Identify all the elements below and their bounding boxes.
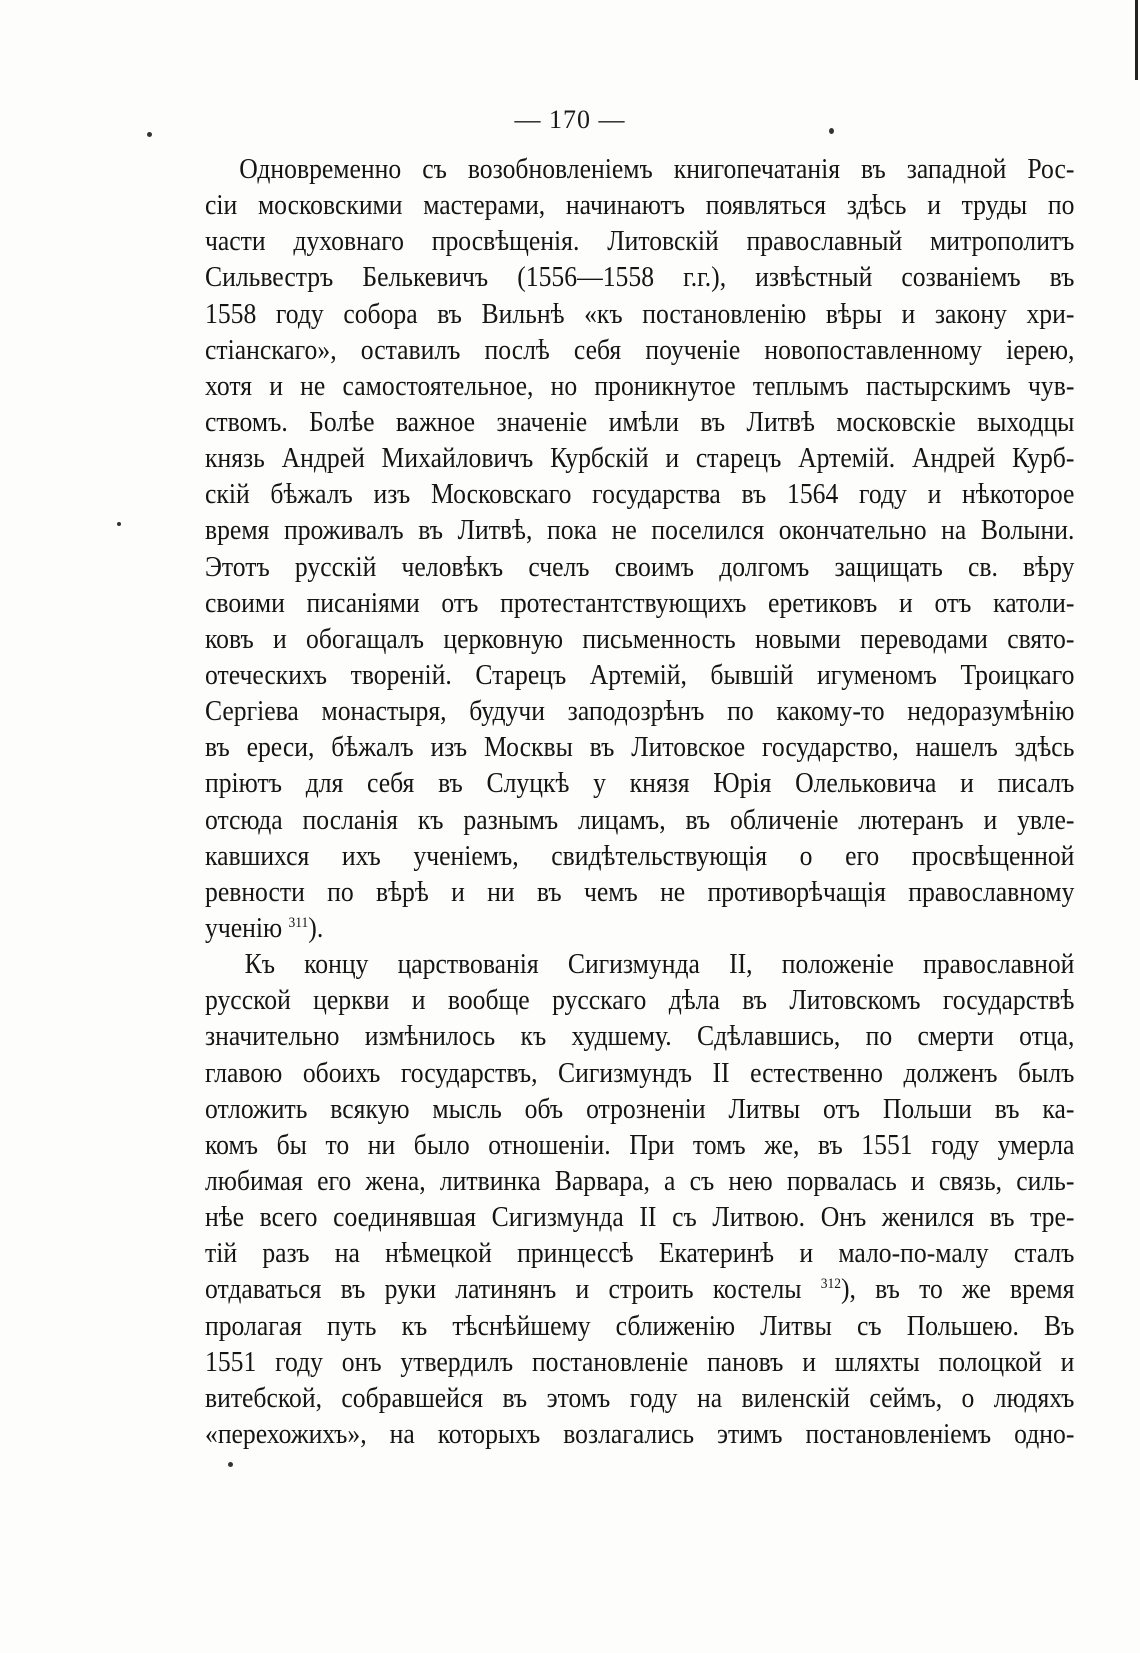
footnote-marker: 312 <box>820 1276 841 1293</box>
text-line: Одновременно съ возобновленіемъ книгопечатанія въ западной Рос- <box>239 154 1075 185</box>
text-line: тій разъ на нѣмецкой принцессѣ Екатеринѣ и мало-по-малу сталъ <box>205 1238 1075 1270</box>
body-text <box>205 152 1075 1453</box>
text-line: главою обоихъ государствъ, Сигизмундъ II естественно долженъ былъ <box>205 1057 1075 1089</box>
text-line: стіанскаго», оставилъ послѣ себя поученіе новопоставленному іерею, <box>205 334 1075 366</box>
page-number: — 170 — <box>514 105 626 134</box>
text-line: 1551 году онъ утвердилъ постановленіе пановъ и шляхты полоцкой и <box>205 1346 1075 1378</box>
text-line: кавшихся ихъ ученіемъ, свидѣтельствующія о его просвѣщенной <box>205 840 1075 872</box>
text-line: Сильвестръ Белькевичъ (1556—1558 г.г.), извѣстный созваніемъ въ <box>205 262 1075 294</box>
text-line: ревности по вѣрѣ и ни въ чемъ не противорѣчащія православному <box>205 876 1075 908</box>
text-line: отеческихъ твореній. Старецъ Артемій, бывшій игуменомъ Троицкаго <box>205 659 1075 691</box>
text-line: Сергіева монастыря, будучи заподозрѣнъ по какому-то недоразумѣнію <box>205 696 1075 728</box>
text-line: хотя и не самостоятельное, но проникнутое теплымъ пастырскимъ чув- <box>205 370 1075 402</box>
text-line: комъ бы то ни было отношеніи. При томъ же, въ 1551 году умерла <box>205 1129 1075 1161</box>
text-line: своими писаніями отъ протестантствующихъ еретиковъ и отъ католи- <box>205 587 1075 619</box>
text-line <box>205 1272 1074 1308</box>
text-line: время проживалъ въ Литвѣ, пока не поселился окончательно на Волыни. <box>205 515 1075 547</box>
text-line: скій бѣжалъ изъ Московскаго государства въ 1564 году и нѣкоторое <box>205 479 1075 511</box>
text-line: пріютъ для себя въ Слуцкѣ у князя Юрія Олельковича и писалъ <box>205 768 1075 800</box>
footnote-marker: 311 <box>288 914 309 931</box>
text-fragment: отдаваться въ руки латинянъ и строить костелы <box>205 1274 802 1306</box>
print-speck <box>117 522 121 526</box>
text-fragment: ученію <box>205 912 283 944</box>
text-line: въ ереси, бѣжалъ изъ Москвы въ Литовское государство, нашелъ здѣсь <box>205 732 1075 764</box>
text-line: отсюда посланія къ разнымъ лицамъ, въ обличеніе лютеранъ и увле- <box>205 804 1075 836</box>
text-line: ствомъ. Болѣе важное значеніе имѣли въ Литвѣ московскіе выходцы <box>205 406 1075 438</box>
text-line: отложить всякую мысль объ отрозненіи Литвы отъ Польши въ ка- <box>205 1093 1075 1125</box>
text-line: Этотъ русскій человѣкъ счелъ своимъ долгомъ защищать св. вѣру <box>205 551 1075 583</box>
text-line: части духовнаго просвѣщенія. Литовскій православный митрополитъ <box>205 226 1075 258</box>
text-fragment: ). <box>308 912 324 944</box>
text-line: русской церкви и вообще русскаго дѣла въ Литовскомъ государствѣ <box>205 985 1075 1017</box>
page-edge-rule <box>1135 0 1138 80</box>
text-line: сіи московскими мастерами, начинаютъ появляться здѣсь и труды по <box>205 190 1075 222</box>
text-line: ковъ и обогащалъ церковную письменность новыми переводами свято- <box>205 623 1075 655</box>
text-line: витебской, собравшейся въ этомъ году на виленскій сеймъ, о людяхъ <box>205 1382 1075 1414</box>
text-line: князь Андрей Михайловичъ Курбскій и старецъ Артемій. Андрей Курб- <box>205 443 1075 475</box>
text-line: значительно измѣнилось къ худшему. Сдѣлавшись, по смерти отца, <box>205 1021 1075 1053</box>
text-line: 1558 году собора въ Вильнѣ «къ постановленію вѣры и закону хри- <box>205 298 1075 330</box>
text-line: Къ концу царствованія Сигизмунда II, положеніе православной <box>244 949 1075 981</box>
text-line: любимая его жена, литвинка Варвара, а съ нею порвалась и связь, силь- <box>205 1165 1075 1197</box>
print-speck <box>228 1462 233 1467</box>
text-line <box>205 911 1074 947</box>
text-line: нѣе всего соединявшая Сигизмунда II съ Литвою. Онъ женился въ тре- <box>205 1202 1075 1234</box>
text-line: «перехожихъ», на которыхъ возлагались этимъ постановленіемъ одно- <box>205 1418 1075 1450</box>
text-line: пролагая путь къ тѣснѣйшему сближенію Литвы съ Польшею. Въ <box>205 1310 1075 1342</box>
text-fragment: ), въ то же время <box>840 1274 1075 1306</box>
